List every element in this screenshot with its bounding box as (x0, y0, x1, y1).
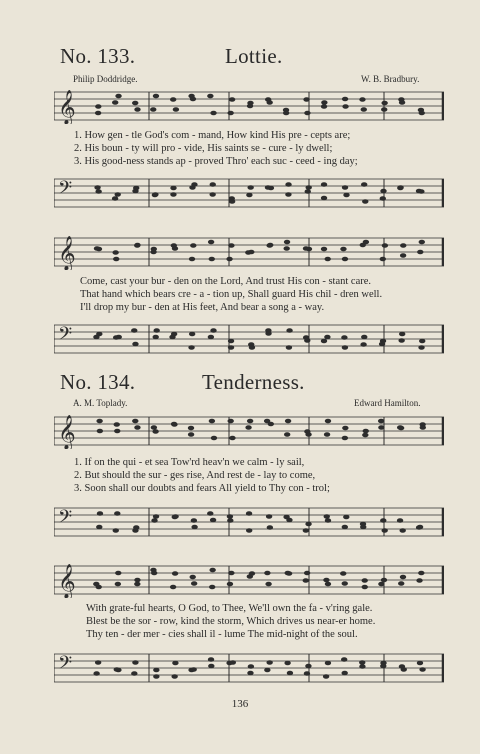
music-credit: Edward Hamilton. (354, 398, 421, 408)
words-credit: A. M. Toplady. (73, 398, 128, 408)
svg-text:𝄢: 𝄢 (58, 653, 73, 678)
music-credit: W. B. Bradbury. (361, 74, 420, 84)
bass-staff (54, 650, 444, 686)
treble-staff (54, 234, 444, 270)
hymnal-page: No. 133. Lottie. Philip Doddridge. W. B. Bradbury. 𝄞 1. How gen - tle God's com - mand, How kind His pre - cepts are; 2. His boun - ty will pro - vide, His saints se - cure - ly dwell; 3. His good-ness stands ap - proved Thro' each suc - ceed - ing day; 𝄢 𝄞 Come, cast your bur - den on the Lord, And trust His con - stant care. That hand which bears cre - a - tion up, Shall guard His chil - dren well. I'll drop my bur - den at His feet, And bear a song a - way. 𝄢 No. 134. Tenderness. A. M. Toplady. Edward Hamilton. 𝄞 1. If on the qui - et sea Tow'rd heav'n we calm - ly sail, 2. But should the sur - ges rise, And rest de - lay to come, 3. Soon shall our doubts and fears All yield to Thy con - trol; 𝄢 𝄞 With grate-ful hearts, O God, to Thee, We'll own the fa - v'ring gale. Blest be the sor - row, kind the storm, Which drives us near-er home. Thy ten - der mer - cies shall il - lume The mid-night of the soul. 𝄢 136 (0, 0, 480, 754)
svg-text:𝄞: 𝄞 (58, 415, 76, 449)
svg-text:𝄞: 𝄞 (58, 236, 76, 270)
hymn-number: No. 133. (60, 44, 136, 68)
bass-staff (54, 175, 444, 211)
svg-text:𝄞: 𝄞 (58, 90, 76, 124)
hymn-number: No. 134. (60, 370, 136, 394)
bass-staff (54, 504, 444, 540)
svg-text:𝄢: 𝄢 (58, 178, 73, 203)
svg-text:𝄢: 𝄢 (58, 507, 73, 532)
bass-staff (54, 321, 444, 357)
svg-text:𝄢: 𝄢 (58, 324, 73, 349)
treble-staff (54, 88, 444, 124)
treble-staff (54, 562, 444, 598)
hymn-title: Tenderness. (202, 370, 305, 394)
page-number: 136 (231, 698, 249, 710)
treble-staff (54, 413, 444, 449)
hymn-title: Lottie. (225, 44, 283, 68)
svg-text:𝄞: 𝄞 (58, 564, 76, 598)
words-credit: Philip Doddridge. (73, 74, 138, 84)
